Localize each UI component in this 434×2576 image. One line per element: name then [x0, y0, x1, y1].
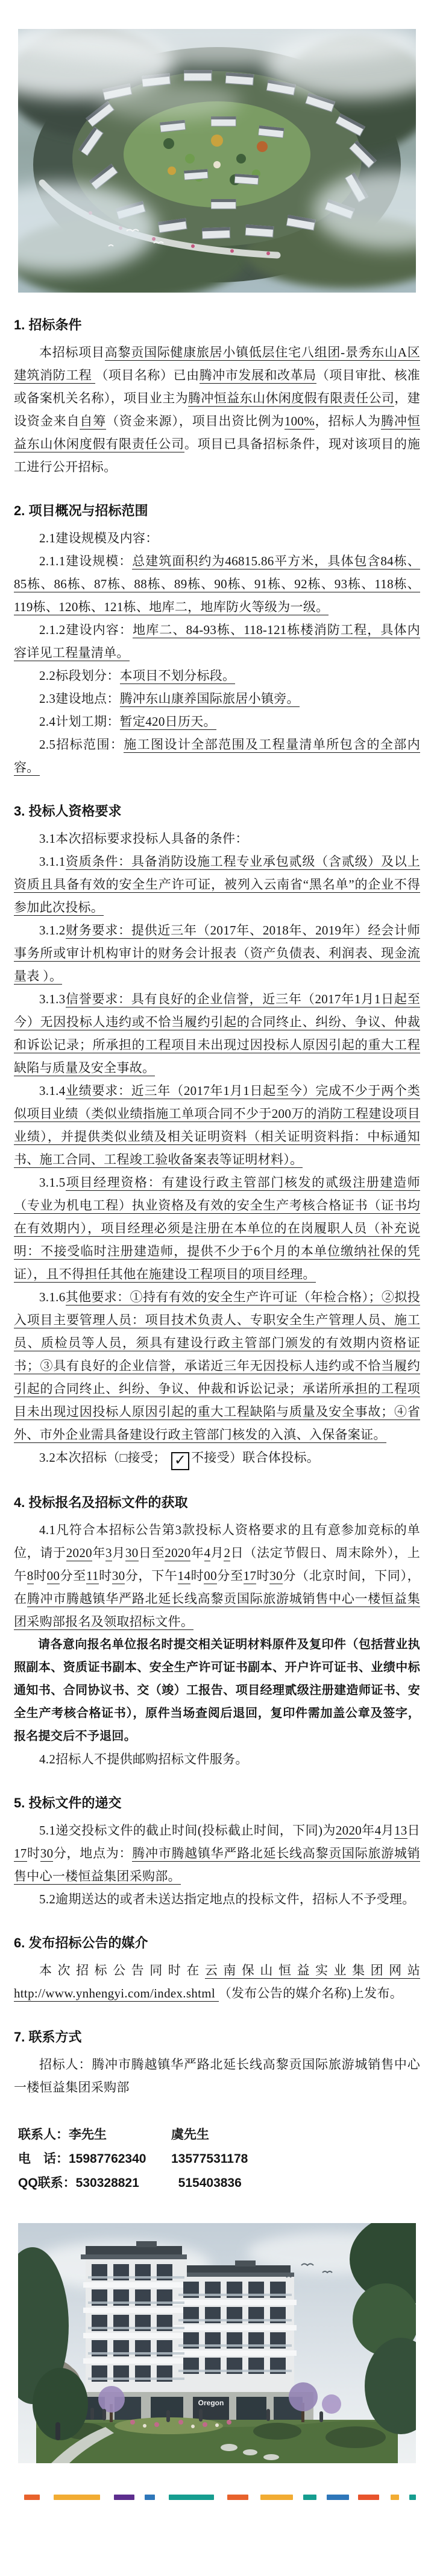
divider-dash — [145, 2495, 155, 2500]
underlined-text: 其他要求：①持有有效的安全生产许可证（年检合格）；②拟投入项目主要管理人员：项目技术负责人、专职安全生产管理人员、施工员、质检员等人员，须具有建设行政主管部门颁发的有效期内资格证书；③具有良好的企业信誉，承诺近三年无因投标人违约或不恰当履约引起的合同终止、纠纷、争议、仲裁和诉讼记录；承诺所承担的工程项目未出现过因投标人原因引起的重大工程缺陷与质量及安全事故；④省外、市外企业需具备建设行政主管部门核发的入滇、入保备案证。 — [14, 1290, 420, 1442]
text-run: 时 — [27, 1846, 40, 1861]
foreground-garden — [36, 2417, 398, 2463]
phone-label: 电 话： — [18, 2152, 69, 2166]
text-run: （资金来源），项目出资比例为 — [106, 414, 285, 428]
section-heading: 3. 投标人资格要求 — [14, 804, 122, 819]
underlined-text: 2 — [224, 1546, 231, 1560]
underlined-text: 腾冲市发展和改革局 — [199, 368, 316, 382]
divider-dash — [227, 2495, 248, 2500]
contact-row-person — [18, 2123, 434, 2147]
text-run: 月 — [112, 1546, 125, 1560]
text-run: 请各意向报名单位报名时提交相关证明材料原件及复印件（包括营业执照副本、资质证书副本、安全生产许可证书副本、开户许可证书、业绩中标通知书、合同协议书、交（竣）工报告、项目经理贰级注册建造师证书、安全生产考核合格证书），原件当场查阅后退回，复印件需加盖公章及签字，报名提交后不予退回。 — [14, 1638, 420, 1743]
text-run: 3.1.6 — [39, 1290, 66, 1304]
underlined-text: 14 — [177, 1569, 191, 1583]
underlined-text: 2020 — [66, 1546, 92, 1560]
text-run: 4.1凡符合本招标公告第3款投标人资格要求的且有意参加竞标的单位，请于 — [14, 1523, 420, 1560]
text-run: 年 — [190, 1546, 204, 1560]
underlined-text: 8 — [27, 1569, 34, 1583]
underlined-text: 2020 — [165, 1546, 191, 1560]
paragraph — [14, 618, 420, 664]
section-heading: 7. 联系方式 — [14, 2029, 82, 2045]
dashed-divider — [0, 2495, 434, 2534]
underlined-text: 信誉要求：具有良好的企业信誉，近三年（2017年1月1日起至今）无因投标人违约或不恰当履约引起的合同终止、纠纷、争议、仲裁和诉讼记录；所承担的工程项目未出现过因投标人原因引起的重大工程缺陷与质量及安全事故。 — [14, 992, 420, 1075]
text-run: 2.1建设规模及内容： — [39, 531, 159, 545]
text-run: 本招标项目 — [39, 345, 105, 360]
underlined-text: 地库二、84-93栋、118-121栋楼消防工程，具体内容详见工程量清单。 — [14, 623, 420, 660]
paragraph — [14, 1888, 420, 1911]
contact-label: 联系人： — [18, 2128, 69, 2142]
underlined-text: 13 — [394, 1823, 407, 1838]
paragraph — [14, 1518, 420, 1633]
text-run: 2.3建设地点： — [39, 691, 120, 706]
underlined-text: 本项目不划分标段。 — [119, 668, 236, 683]
underlined-text: 17 — [14, 1846, 27, 1861]
text-run: 时 — [98, 1569, 112, 1583]
text-run: ，建设资金来自 — [14, 391, 420, 428]
qq-label: QQ联系： — [18, 2176, 76, 2190]
underlined-text: 高黎贡国际健康旅居小镇低层住宅八组团-景秀东山A区建筑消防工程 — [14, 345, 421, 382]
paragraph — [14, 1748, 420, 1771]
storefront-sign: Oregon — [198, 2399, 224, 2407]
paragraph — [14, 1633, 420, 1748]
underlined-text: 自筹 — [80, 414, 107, 428]
divider-dash — [391, 2495, 399, 2500]
paragraph — [14, 919, 420, 988]
underlined-text: 4 — [204, 1546, 211, 1560]
text-run: 分至 — [60, 1569, 86, 1583]
underlined-text: 业绩要求：近三年（2017年1月1日起至今）完成不少于两个类似项目业绩（类似业绩指施工单项合同不少于200万的消防工程建设项目业绩），并提供类似业绩及相关证明资料（相关证明资料指：中标通知书、施工合同、工程竣工验收备案表等证明材料）。 — [14, 1083, 420, 1167]
paragraph — [14, 664, 420, 687]
text-run: （发布公告的媒介名称)上发布。 — [218, 1986, 403, 2000]
paragraph — [14, 1079, 420, 1171]
contact-row-phone — [18, 2147, 434, 2171]
paragraph — [14, 733, 420, 779]
paragraph — [14, 550, 420, 618]
text-run: 年 — [362, 1823, 375, 1838]
underlined-text: 暂定420日历天。 — [119, 714, 216, 729]
underlined-text: 腾冲东山康养国际旅居小镇旁。 — [119, 691, 300, 706]
text-run: 日 — [230, 1546, 244, 1560]
text-run: 2.1.1建设规模： — [39, 554, 133, 568]
text-run: 不接受）联合体投标。 — [191, 1450, 320, 1465]
paragraph — [14, 710, 420, 733]
paragraph — [14, 988, 420, 1079]
text-run: 3.1本次招标要求投标人具备的条件： — [39, 831, 248, 846]
divider-dash — [358, 2495, 379, 2500]
paragraph — [14, 2053, 420, 2099]
divider-dash — [54, 2495, 100, 2500]
divider-dash — [327, 2495, 349, 2500]
contact-row-qq — [18, 2171, 434, 2195]
underlined-text: 腾冲市腾越镇华严路北延长线高黎贡国际旅游城销售中心一楼恒益集团采购部。 — [14, 1846, 420, 1883]
underlined-text: 100% — [284, 414, 315, 428]
text-run: （项目审批、核准或备案机关名称），项目业主为 — [14, 368, 420, 405]
paragraph — [14, 827, 420, 850]
text-run: 4.2招标人不提供邮购招标文件服务。 — [39, 1752, 248, 1766]
text-run: 5.1递交投标文件的截止时间(投标截止时间，下同)为 — [39, 1823, 336, 1838]
text-run: 分，下午 — [125, 1569, 178, 1583]
text-run: 时 — [190, 1569, 204, 1583]
text-run: 月 — [210, 1546, 224, 1560]
text-run: 3.2本次招标（□接受； — [39, 1450, 170, 1465]
street-scene — [18, 2223, 416, 2463]
text-run: 年 — [92, 1546, 106, 1560]
text-run: 分，地点为： — [53, 1846, 133, 1861]
underlined-text: 资质条件：具备消防设施工程专业承包贰级（含贰级）及以上资质且具备有效的安全生产许可证，被列入云南省“黑名单”的企业不得参加此次投标。 — [14, 854, 420, 915]
paragraph — [14, 1446, 420, 1470]
text-run: 分（北京时间，下同），在 — [14, 1569, 420, 1606]
text-run: 日 — [407, 1823, 420, 1838]
divider-dash — [260, 2495, 293, 2500]
text-run: 时 — [256, 1569, 270, 1583]
text-run: 月 — [381, 1823, 394, 1838]
underlined-text: 30 — [269, 1569, 283, 1583]
text-run: 。项目已具备招标条件，现对该项目的施工进行公开招标。 — [14, 437, 420, 474]
underlined-text: 项目经理资格：有建设行政主管部门核发的贰级注册建造师（专业为机电工程）执业资格及有效的安全生产考核合格证书（证书均在有效期内），项目经理必须是注册在本单位的在岗履职人员（补充说明：不接受临时注册建造师，提供不少于6个月的本单位缴纳社保的凭证），且不得担任其他在施建设工程项目的项目经理。 — [14, 1175, 420, 1281]
underlined-text: 11 — [86, 1569, 99, 1583]
phone-number-1: 15987762340 — [69, 2152, 146, 2166]
contact-person-1: 李先生 — [69, 2128, 107, 2142]
text-run: 3.1.1 — [39, 854, 66, 869]
text-run: 2.5招标范围： — [39, 737, 124, 752]
contact-person-2: 虞先生 — [171, 2128, 209, 2142]
underlined-text: 总建筑面积约为46815.86平方米，具体包含84栋、85栋、86栋、87栋、88栋、89栋、90栋、91栋、92栋、93栋、118栋、119栋、120栋、121栋、地库二，地库防火等级为一级。 — [14, 554, 421, 614]
text-run: 本次招标公告同时在 — [39, 1963, 205, 1978]
underlined-text: 云南保山恒益实业集团网站 — [204, 1963, 420, 1978]
divider-dash — [24, 2495, 40, 2500]
divider-dash — [303, 2495, 316, 2500]
paragraph — [14, 1286, 420, 1446]
underlined-text: 2020 — [335, 1823, 362, 1838]
underlined-text: 腾冲恒益东山休闲度假有限责任公司 — [14, 414, 420, 451]
underlined-text: 施工图设计全部范围及工程量清单所包含的全部内容。 — [14, 737, 420, 775]
contact-block — [0, 2123, 434, 2195]
text-run: 时 — [33, 1569, 47, 1583]
announcement-url[interactable]: http://www.ynhengyi.com/index.shtml — [14, 1986, 216, 2000]
text-run: 分至 — [216, 1569, 244, 1583]
underlined-text: 30 — [40, 1846, 54, 1861]
underlined-text: 4 — [374, 1823, 382, 1838]
page — [0, 29, 434, 2534]
divider-dash — [169, 2495, 214, 2500]
section-heading: 6. 发布招标公告的媒介 — [14, 1935, 148, 1950]
text-run: 2.1.2建设内容： — [39, 623, 133, 637]
divider-dash — [409, 2495, 416, 2500]
text-run: 5.2逾期送达的或者未送达指定地点的投标文件，招标人不予受理。 — [39, 1892, 415, 1906]
underlined-text: 30 — [125, 1546, 139, 1560]
qq-number-1: 530328821 — [75, 2176, 139, 2190]
paragraph — [14, 341, 420, 478]
text-run: 2.4计划工期： — [39, 714, 120, 729]
text-run: 日至 — [138, 1546, 165, 1560]
divider-dash — [114, 2495, 134, 2500]
section-heading: 1. 招标条件 — [14, 317, 82, 332]
underlined-text: 30 — [112, 1569, 125, 1583]
section-heading: 4. 投标报名及招标文件的获取 — [14, 1495, 188, 1510]
aerial-scene — [18, 29, 416, 293]
paragraph — [14, 1959, 420, 2005]
underlined-text: 17 — [243, 1569, 257, 1583]
text-run: 2.2标段划分： — [39, 668, 120, 683]
text-run: 3.1.2 — [39, 923, 66, 937]
underlined-text: 00 — [204, 1569, 217, 1583]
underlined-text: 财务要求：提供近三年（2017年、2018年、2019年）经会计师事务所或审计机构审计的财务会计报表（资产负债表、利润表、现金流量表 ）。 — [14, 923, 420, 983]
paragraph — [14, 527, 420, 550]
text-run: 3.1.5 — [39, 1175, 66, 1190]
text-run: 3.1.3 — [39, 992, 66, 1006]
section-heading: 5. 投标文件的递交 — [14, 1795, 122, 1810]
top-rendering-image — [18, 29, 416, 293]
underlined-text: 腾冲市腾越镇华严路北延长线高黎贡国际旅游城销售中心一楼恒益集团采购部报名及领取招标文件。 — [14, 1591, 420, 1629]
section-heading: 2. 项目概况与招标范围 — [14, 503, 148, 518]
phone-number-2: 13577531178 — [171, 2152, 248, 2166]
bottom-rendering-image — [18, 2223, 416, 2463]
document-body — [0, 313, 434, 2099]
text-run: 招标人：腾冲市腾越镇华严路北延长线高黎贡国际旅游城销售中心一楼恒益集团采购部 — [14, 2057, 420, 2095]
paragraph — [14, 850, 420, 919]
underlined-text: 00 — [46, 1569, 60, 1583]
underlined-text: 腾冲恒益东山休闲度假有限责任公司 — [188, 391, 395, 405]
paragraph — [14, 687, 420, 710]
qq-number-2: 515403836 — [178, 2176, 242, 2190]
checkbox-checked-icon[interactable]: ✓ — [171, 1452, 189, 1470]
paragraph — [14, 1171, 420, 1286]
text-run: （法定节假日、周末除外），上午 — [14, 1546, 420, 1583]
text-run: 3.1.4 — [39, 1083, 66, 1098]
paragraph — [14, 1819, 420, 1888]
text-run: （项目名称）已由 — [95, 368, 200, 382]
underlined-text: 3 — [105, 1546, 112, 1560]
text-run: ，招标人为 — [315, 414, 381, 428]
